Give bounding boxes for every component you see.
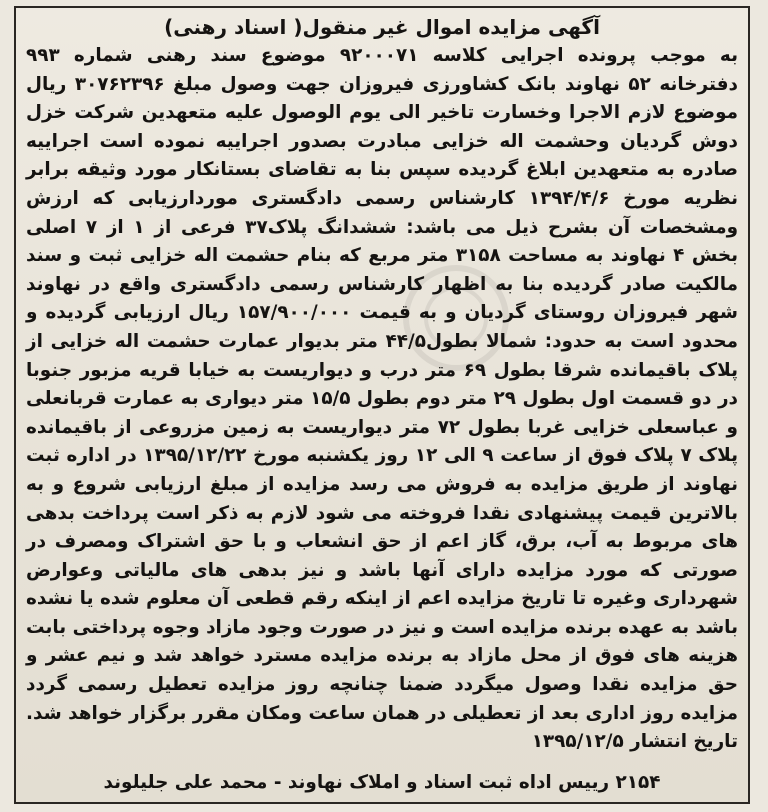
notice-body: به موجب پرونده اجرایی کلاسه ۹۲۰۰۰۷۱ موضوع سند رهنی شماره ۹۹۳ دفترخانه ۵۲ نهاوند بانک کشاورزی فیروزان جهت وصول مبلغ ۳۰۷۶۲۳۹۶ ریال موضوع لازم الاجرا وخسارت تاخیر الی یوم الوصول علیه متعهدین شرکت خزل دوش گردیان وحشمت اله خزایی مبادرت بصدور اجراییه نموده است اجراییه صادره به متعهدین ابلاغ گردیده سپس بنا به تقاضای بستانکار مورد وثیقه برابر نظریه مورخ ۱۳۹۴/۴/۶ کارشناس رسمی دادگستری موردارزیابی که ارزش ومشخصات آن بشرح ذیل می باشد: ششدانگ پلاک۳۷ فرعی از ۱ از ۷ اصلی بخش ۴ نهاوند به مساحت ۳۱۵۸ متر مربع که بنام حشمت اله خزایی ثبت و سند مالکیت صادر گردیده بنا به اظهار کارشناس رسمی دادگستری واقع در نهاوند شهر فیروزان روستای گردیان و به قیمت ۱۵۷/۹۰۰/۰۰۰ ریال ارزیابی گردیده و محدود است به حدود: شمالا بطول۴۴/۵ متر بدیوار عمارت حشمت اله خزایی از پلاک باقیمانده شرقا بطول ۶۹ متر درب و دیواریست به خیابا قریه مزبور جنوبا در دو قسمت اول بطول ۲۹ متر دوم بطول ۱۵/۵ متر دیواری به عمارت قربانعلی و عباسعلی خزایی غربا بطول ۷۲ متر دیواریست به زمین مزروعی از باقیمانده پلاک ۷ پلاک فوق از ساعت ۹ الی ۱۲ روز یکشنبه مورخ ۱۳۹۵/۱۲/۲۲ در اداره ثبت نهاوند از طریق مزایده به فروش می رسد مزایده از مبلغ ارزیابی شروع و به بالاترین قیمت پیشنهادی نقدا فروخته می شود لازم به ذکر است پرداخت بدهی های مربوط به آب، برق، گاز اعم از حق انشعاب و با حق اشتراک ومصرف در صورتی که مورد مزایده دارای آنها باشد و نیز بدهی های مالیاتی وعوارض شهرداری وغیره تا تاریخ مزایده اعم از اینکه رقم قطعی آن معلوم شده یا نشده باشد به عهده برنده مزایده است و نیز در صورت وجود مازاد وجوه پرداختی بابت هزینه های فوق از محل مازاد به برنده مزایده مسترد خواهد شد و نیم عشر و حق مزایده نقدا وصول میگردد ضمنا چنانچه روز مزایده تعطیل رسمی گردد مزایده روز اداری بعد از تعطیلی در همان ساعت ومکان مقرر برگزار خواهد شد. تاریخ انتشار ۱۳۹۵/۱۲/۵ — [26, 45, 739, 753]
notice-title: آگهی مزایده اموال غیر منقول( اسناد رهنی) — [164, 15, 600, 39]
notice-frame — [14, 6, 750, 804]
notice-signature: ۲۱۵۴ رییس اداه ثبت اسناد و املاک نهاوند - محمد علی جلیلوند — [103, 772, 661, 793]
